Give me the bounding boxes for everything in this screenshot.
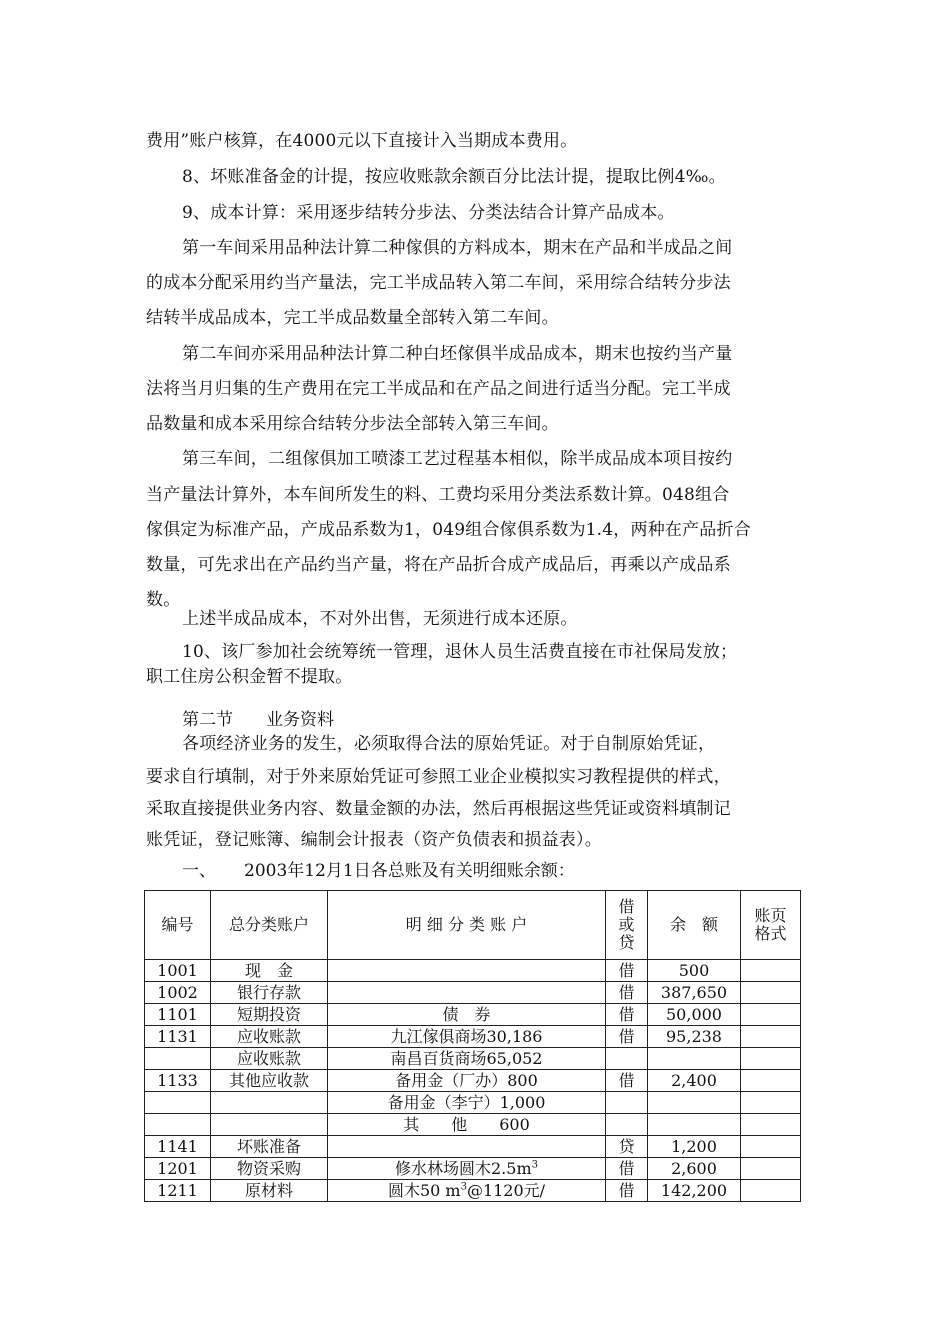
paragraph-line: 傢俱定为标准产品，产成品系数为1，049组合傢俱系数为1.4，两种在产品折合 [146,520,751,540]
paragraph-line: 10、该厂参加社会统筹统一管理，退休人员生活费直接在市社保局发放； [182,642,738,662]
paragraph-line: 职工住房公积金暂不提取。 [146,667,353,687]
cell-detail: 其 他 600 [328,1114,606,1136]
paragraph-line: 第三车间，二组傢俱加工喷漆工艺过程基本相似，除半成品成本项目按约 [182,449,733,469]
cell-direction: 借 [606,1004,648,1026]
header-direction-credit: 贷 [618,933,635,952]
cell-direction: 贷 [606,1136,648,1158]
cell-balance [648,1114,741,1136]
paragraph-line: 费用”账户核算，在4000元以下直接计入当期成本费用。 [146,131,578,151]
cell-general: 现 金 [211,960,328,982]
cell-direction: 借 [606,1180,648,1202]
cell-direction [606,1048,648,1070]
cell-general: 原材料 [211,1180,328,1202]
section-title: 业务资料 [266,710,334,730]
cell-general: 应收账款 [211,1026,328,1048]
section-line: 账凭证，登记账簿、编制会计报表（资产负债表和损益表）。 [146,830,602,850]
cell-detail [328,982,606,1004]
table-row [145,960,801,982]
cell-direction: 借 [606,1158,648,1180]
table-row [145,1114,801,1136]
cell-detail-text: 圆木50 m [387,1181,461,1200]
cell-general [211,1092,328,1114]
header-page-format [741,891,801,960]
table-row [145,1004,801,1026]
table-row [145,1048,801,1070]
cell-page [741,960,801,982]
cell-general: 短期投资 [211,1004,328,1026]
cell-code [145,1048,211,1070]
cell-general: 应收账款 [211,1048,328,1070]
table-row [145,1180,801,1202]
cell-page [741,1026,801,1048]
cell-code: 1211 [145,1180,211,1202]
table-row [145,1092,801,1114]
cell-direction: 借 [606,1070,648,1092]
cell-balance: 142,200 [648,1180,741,1202]
cell-balance: 2,600 [648,1158,741,1180]
cell-page [741,1136,801,1158]
cell-detail [328,1158,606,1180]
paragraph-line: 上述半成品成本，不对外出售，无须进行成本还原。 [182,609,578,629]
paragraph-line: 的成本分配采用约当产量法，完工半成品转入第二车间，采用综合结转分步法 [146,273,731,293]
cell-direction [606,1114,648,1136]
cell-balance: 500 [648,960,741,982]
cell-balance: 1,200 [648,1136,741,1158]
table-row [145,1158,801,1180]
paragraph-line: 数量，可先求出在产品约当产量，将在产品折合成产成品后，再乘以产成品系 [146,555,731,575]
cell-general: 物资采购 [211,1158,328,1180]
table-row [145,982,801,1004]
cell-page [741,1048,801,1070]
cell-detail: 南昌百货商场65,052 [328,1048,606,1070]
table-row [145,1136,801,1158]
cell-balance: 2,400 [648,1070,741,1092]
cell-general: 其他应收款 [211,1070,328,1092]
cell-page [741,1070,801,1092]
cell-detail: 备用金（李宁）1,000 [328,1092,606,1114]
cell-code: 1001 [145,960,211,982]
cell-general: 坏账准备 [211,1136,328,1158]
overview-text: 2003年12月1日各总账及有关明细账余额： [244,861,575,881]
header-balance: 余 额 [648,891,741,960]
cell-direction: 借 [606,982,648,1004]
cell-code: 1101 [145,1004,211,1026]
cell-detail [328,1136,606,1158]
cell-page [741,1114,801,1136]
ledger-balance-table [144,890,801,1202]
cell-code: 1131 [145,1026,211,1048]
header-direction-debit: 借 [618,897,635,916]
paragraph-line: 9、成本计算：采用逐步结转分步法、分类法结合计算产品成本。 [182,203,675,223]
cell-page [741,1180,801,1202]
cell-detail: 九江傢俱商场30,186 [328,1026,606,1048]
cell-page [741,1092,801,1114]
cell-page [741,1158,801,1180]
cell-code [145,1092,211,1114]
cell-balance: 387,650 [648,982,741,1004]
cell-page [741,982,801,1004]
table-row [145,1070,801,1092]
cell-balance [648,1048,741,1070]
paragraph-line: 当产量法计算外，本车间所发生的料、工费均采用分类法系数计算。048组合 [146,485,730,505]
cubic-superscript: 3 [531,1159,538,1171]
cell-page [741,1004,801,1026]
header-page: 账页 [754,906,787,925]
cell-detail: 债 券 [328,1004,606,1026]
paragraph-line: 品数量和成本采用综合结转分步法全部转入第三车间。 [146,414,559,434]
header-general-account: 总分类账户 [211,891,328,960]
paragraph-line: 8、坏账准备金的计提，按应收账款余额百分比法计提，提取比例4‰。 [182,167,726,187]
header-direction-or: 或 [618,915,635,934]
cell-code: 1002 [145,982,211,1004]
table-header-row [145,891,801,960]
cell-code [145,1114,211,1136]
cell-direction: 借 [606,960,648,982]
section-line: 要求自行填制，对于外来原始凭证可参照工业企业模拟实习教程提供的样式， [146,767,731,787]
cell-general: 银行存款 [211,982,328,1004]
cubic-superscript: 3 [460,1181,467,1193]
paragraph-line: 法将当月归集的生产费用在完工半成品和在产品之间进行适当分配。完工半成 [146,379,731,399]
cell-direction: 借 [606,1026,648,1048]
overview-number: 一、 [182,861,216,881]
paragraph-line: 结转半成品成本，完工半成品数量全部转入第二车间。 [146,308,559,328]
cell-direction [606,1092,648,1114]
cell-detail-text: 修水林场圆木2.5m [395,1159,532,1178]
cell-detail-tail: @1120元/ [466,1181,546,1200]
header-detail-account: 明 细 分 类 账 户 [328,891,606,960]
header-direction [606,891,648,960]
cell-detail [328,1180,606,1202]
section-line: 各项经济业务的发生，必须取得合法的原始凭证。对于自制原始凭证， [182,734,716,754]
cell-code: 1133 [145,1070,211,1092]
paragraph-line: 第一车间采用品种法计算二种傢俱的方料成本，期末在产品和半成品之间 [182,238,733,258]
header-format: 格式 [754,924,787,943]
cell-code: 1201 [145,1158,211,1180]
section-line: 采取直接提供业务内容、数量金额的办法，然后再根据这些凭证或资料填制记 [146,799,731,819]
paragraph-line: 数。 [146,590,181,610]
cell-balance: 50,000 [648,1004,741,1026]
section-number: 第二节 [182,710,233,730]
cell-balance: 95,238 [648,1026,741,1048]
header-code: 编号 [145,891,211,960]
cell-detail: 备用金（厂办）800 [328,1070,606,1092]
cell-detail [328,960,606,982]
table-row [145,1026,801,1048]
cell-balance [648,1092,741,1114]
cell-code: 1141 [145,1136,211,1158]
paragraph-line: 第二车间亦采用品种法计算二种白坯傢俱半成品成本，期末也按约当产量 [182,344,733,364]
cell-general [211,1114,328,1136]
